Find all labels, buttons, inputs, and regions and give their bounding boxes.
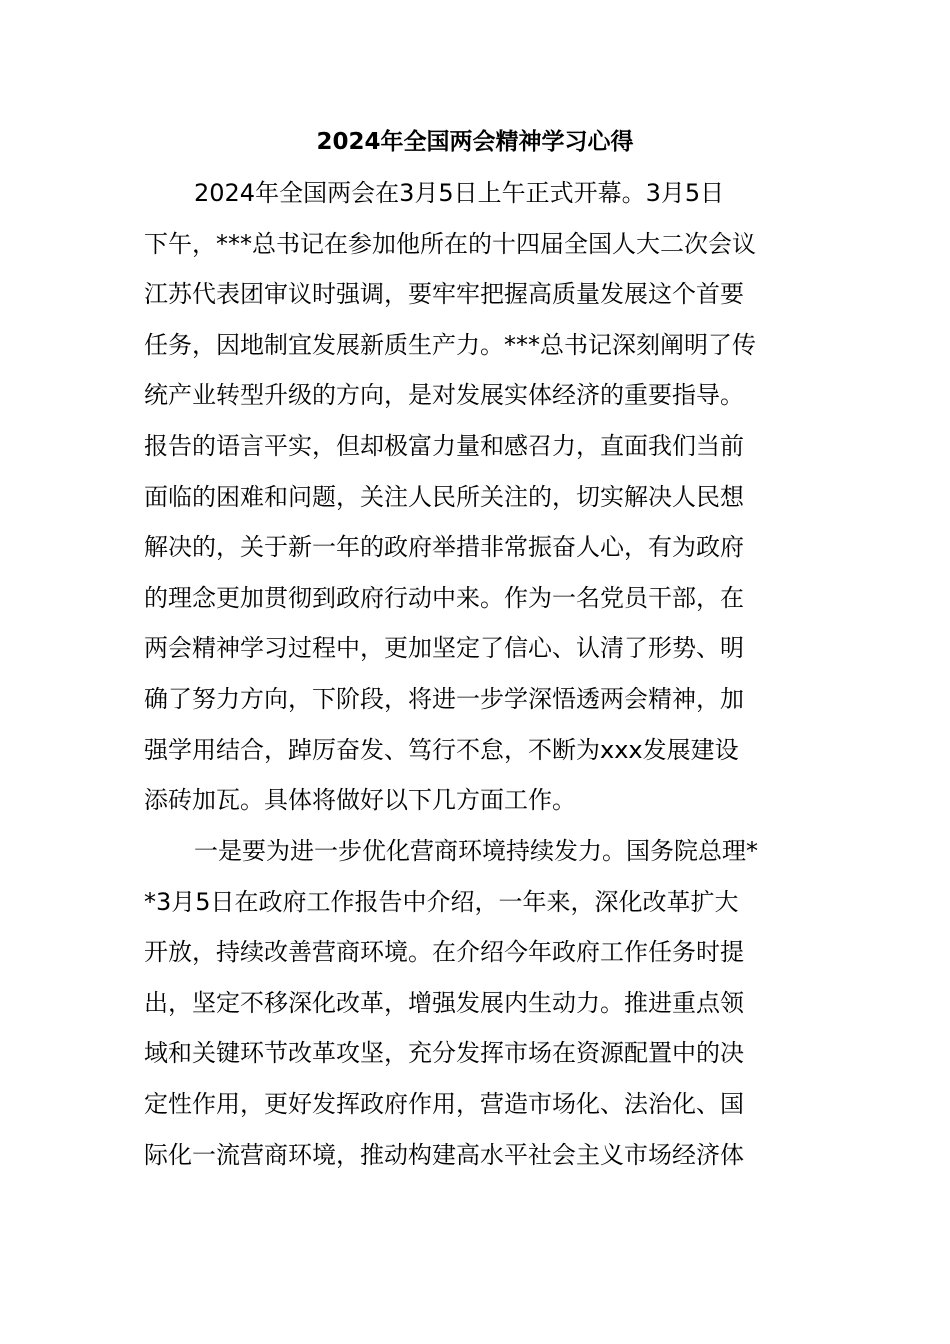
paragraph-line: 报告的语言平实，但却极富力量和感召力，直面我们当前 (144, 431, 744, 460)
paragraph-line: 域和关键环节改革攻坚，充分发挥市场在资源配置中的决 (144, 1039, 744, 1068)
paragraph-intro (144, 168, 814, 826)
paragraph-line: 出，坚定不移深化改革，增强发展内生动力。推进重点领 (144, 988, 744, 1017)
paragraph-line: 定性作用，更好发挥政府作用，营造市场化、法治化、国 (144, 1089, 744, 1118)
paragraph-line: 强学用结合，踔厉奋发、笃行不怠，不断为xxx发展建设 (144, 735, 739, 764)
paragraph-line: 任务，因地制宜发展新质生产力。***总书记深刻阐明了传 (144, 330, 756, 359)
paragraph-line: 江苏代表团审议时强调，要牢牢把握高质量发展这个首要 (144, 280, 744, 309)
paragraph-line: 一是要为进一步优化营商环境持续发力。国务院总理* (194, 837, 758, 865)
paragraph-line: 统产业转型升级的方向，是对发展实体经济的重要指导。 (144, 381, 744, 410)
paragraph-business-environment (144, 826, 814, 1180)
paragraph-line: 开放，持续改善营商环境。在介绍今年政府工作任务时提 (144, 938, 744, 967)
paragraph-line: 解决的，关于新一年的政府举措非常振奋人心，有为政府 (144, 533, 744, 562)
document-title: 2024年全国两会精神学习心得 (316, 129, 634, 155)
paragraph-line: 2024年全国两会在3月5日上午正式开幕。3月5日 (194, 179, 725, 207)
paragraph-line: 两会精神学习过程中，更加坚定了信心、认清了形势、明 (144, 634, 744, 663)
paragraph-line: 面临的困难和问题，关注人民所关注的，切实解决人民想 (144, 482, 744, 511)
paragraph-line: *3月5日在政府工作报告中介绍，一年来，深化改革扩大 (144, 887, 739, 916)
paragraph-line: 下午，***总书记在参加他所在的十四届全国人大二次会议 (144, 229, 756, 258)
paragraph-line: 际化一流营商环境，推动构建高水平社会主义市场经济体 (144, 1140, 744, 1169)
paragraph-line: 确了努力方向，下阶段，将进一步学深悟透两会精神，加 (144, 684, 744, 713)
paragraph-line: 的理念更加贯彻到政府行动中来。作为一名党员干部，在 (144, 583, 744, 612)
paragraph-line: 添砖加瓦。具体将做好以下几方面工作。 (144, 786, 576, 815)
